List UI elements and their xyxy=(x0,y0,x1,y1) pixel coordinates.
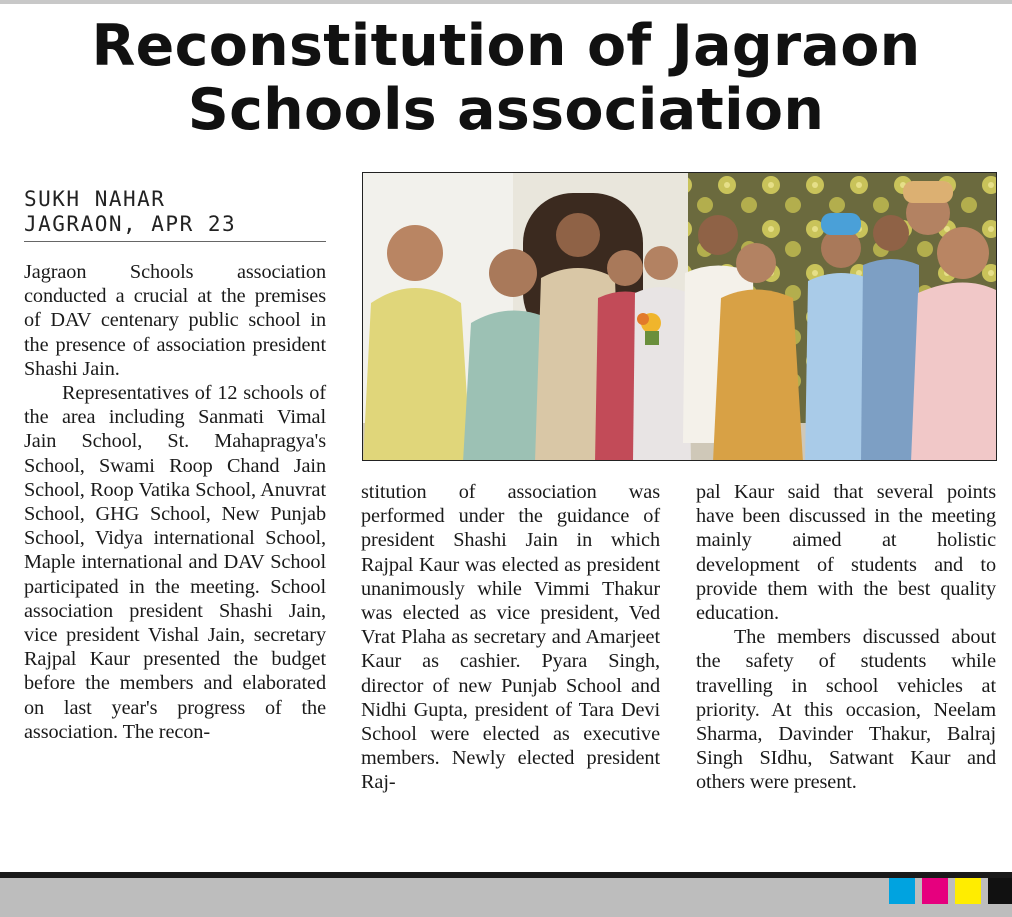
black-registration-swatch xyxy=(988,878,1012,904)
column-3-paragraph-2: The members discussed about the safety of students while travelling in school vehicles at priority. At this occasion, Neelam Sharma, Davinder Thakur, Balraj Singh SIdhu, Satwant Kaur and others were present. xyxy=(696,626,996,794)
column-3-paragraph-1: pal Kaur said that several points have been discussed in the meeting mainly aimed at holistic development of students and to provide them with the best quality education. xyxy=(696,481,996,625)
byline-dateline: JAGRAON, APR 23 xyxy=(24,212,237,236)
byline-name: SUKH NAHAR xyxy=(24,187,166,211)
article-column-2 xyxy=(361,480,660,795)
column-2-paragraph-1: stitution of association was performed under the guidance of president Shashi Jain in which Rajpal Kaur was elected as president unanimously while Vimmi Thakur was elected as vice president, Ved Vrat Plaha as secretary and Amarjeet Kaur as cashier. Pyara Singh, director of new Punjab School and Nidhi Gupta, president of Tara Devi School were elected as executive members. Newly elected president Raj- xyxy=(361,481,660,794)
group-photo-illustration xyxy=(363,173,997,461)
bottom-gray-strip xyxy=(0,878,1012,917)
article-column-1 xyxy=(24,260,326,744)
headline xyxy=(0,14,1012,142)
column-1-paragraph-2: Representatives of 12 schools of the area including Sanmati Vimal Jain School, St. Mahapragya's School, Swami Roop Chand Jain School, Roop Vatika School, Anuvrat School, GHG School, New Punjab School, Vidya international School, Maple international and DAV School participated in the meeting. School association president Shashi Jain, vice president Vishal Jain, secretary Rajpal Kaur presented the budget before the members and elaborated on last year's progress of the association. The recon- xyxy=(24,382,326,743)
byline xyxy=(24,187,326,242)
yellow-registration-swatch xyxy=(955,878,981,904)
headline-line-2: Schools association xyxy=(187,77,825,143)
group-photo xyxy=(362,172,997,461)
article-column-3 xyxy=(696,480,996,795)
magenta-registration-swatch xyxy=(922,878,948,904)
top-rule xyxy=(0,0,1012,4)
cyan-registration-swatch xyxy=(889,878,915,904)
headline-line-1: Reconstitution of Jagraon xyxy=(91,13,921,79)
column-1-paragraph-1: Jagraon Schools association conducted a crucial at the premises of DAV centenary public school in the presence of association president Shashi Jain. xyxy=(24,261,326,380)
